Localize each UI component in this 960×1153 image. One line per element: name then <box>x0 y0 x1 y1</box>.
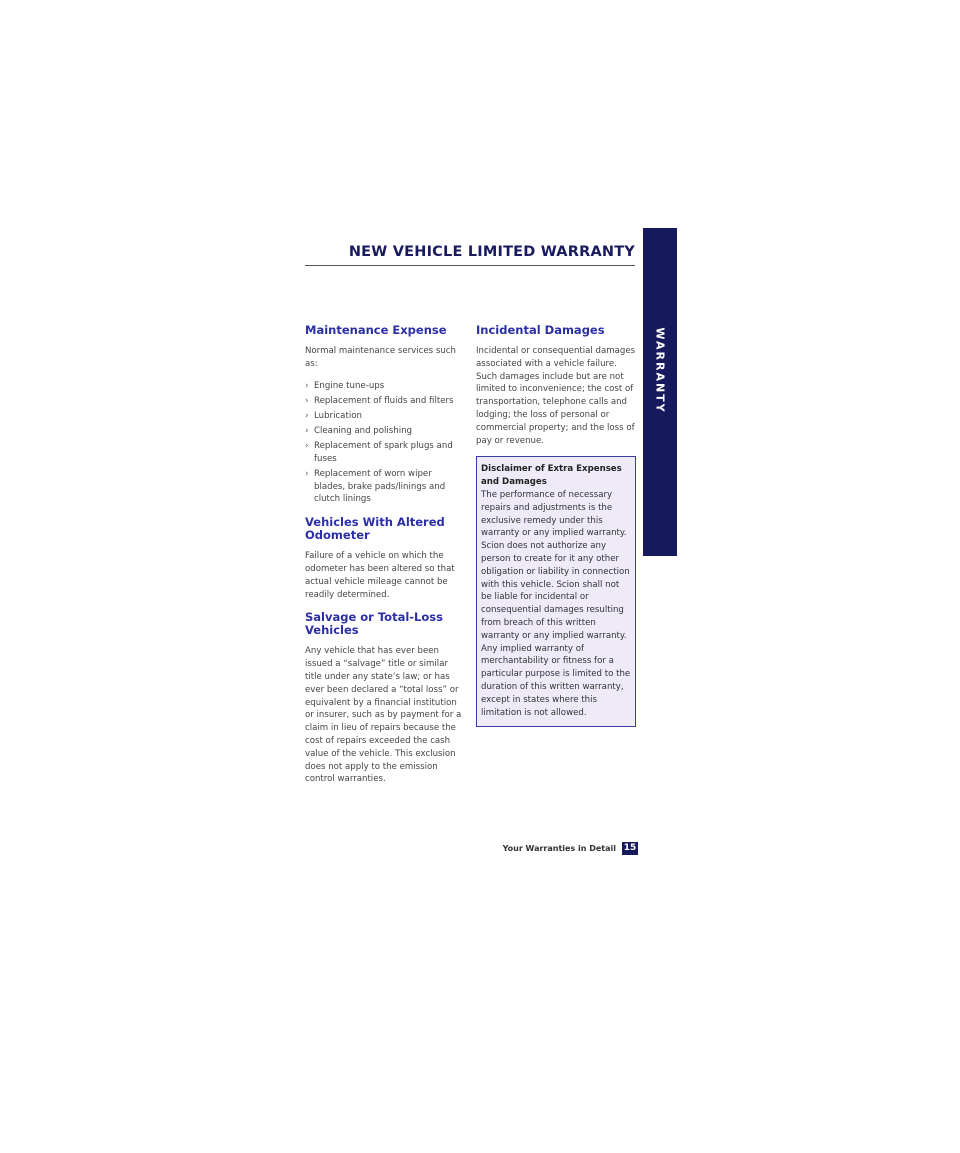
maintenance-intro: Normal maintenance services such as: <box>305 346 456 369</box>
chevron-right-icon: › <box>305 468 309 479</box>
list-item: › Cleaning and polishing <box>305 425 413 436</box>
side-tab <box>643 228 677 556</box>
list-item: › Engine tune-ups <box>305 380 385 391</box>
maintenance-heading: Maintenance Expense <box>305 323 447 337</box>
side-tab-label: WARRANTY <box>653 327 667 414</box>
footer-text: Your Warranties in Detail <box>502 844 616 853</box>
incidental-body: Incidental or consequential damages associated with a vehicle failure. Such damages include but are not limited to inconvenience; the cost of transportation, telephone calls and lodging; the loss of personal or commercial property; and the loss of pay or revenue. <box>476 346 636 446</box>
altered-odometer-heading: Vehicles With Altered Odometer <box>305 515 445 543</box>
chevron-right-icon: › <box>305 380 309 391</box>
header-rule <box>305 265 635 266</box>
disclaimer-box <box>476 456 636 727</box>
salvage-body: Any vehicle that has ever been issued a “salvage” title or similar title under any state’s law; or has ever been declared a “total loss” or equivalent by a financial institution or insurer, such as by payment for a claim in lieu of repairs because the cost of repairs exceeded the cash value of the vehicle. This exclusion does not apply to the emission control warranties. <box>305 646 462 785</box>
salvage-heading: Salvage or Total-Loss Vehicles <box>305 610 443 638</box>
list-item: › Replacement of spark plugs and fuses <box>305 440 453 464</box>
list-item: › Replacement of worn wiper blades, brake pads/linings and clutch linings <box>305 468 446 505</box>
page-header-title: NEW VEHICLE LIMITED WARRANTY <box>348 244 635 260</box>
list-item: › Replacement of fluids and filters <box>305 395 454 406</box>
list-item: › Lubrication <box>305 410 362 421</box>
left-column <box>305 324 463 786</box>
page-number: 15 <box>623 843 637 853</box>
right-column <box>476 324 636 727</box>
disclaimer-body: The performance of necessary repairs and adjustments is the exclusive remedy under this warranty or any implied warranty. Scion does not authorize any person to create for it any other obligation or liability in connection with this vehicle. Scion shall not be liable for incidental or consequential damages resulting from breach of this written warranty or any implied warranty. Any implied warranty of merchantability or fitness for a particular purpose is limited to the duration of this written warranty, except in states where this limitation is not allowed. <box>481 489 631 718</box>
chevron-right-icon: › <box>305 395 309 406</box>
altered-odometer-body: Failure of a vehicle on which the odometer has been altered so that actual vehicle mileage cannot be readily determined. <box>305 551 455 600</box>
chevron-right-icon: › <box>305 440 309 451</box>
maintenance-list <box>305 380 463 507</box>
disclaimer-title: Disclaimer of Extra Expenses and Damages <box>481 464 622 488</box>
footer <box>480 843 638 855</box>
chevron-right-icon: › <box>305 425 309 436</box>
chevron-right-icon: › <box>305 410 309 421</box>
incidental-heading: Incidental Damages <box>476 323 605 337</box>
